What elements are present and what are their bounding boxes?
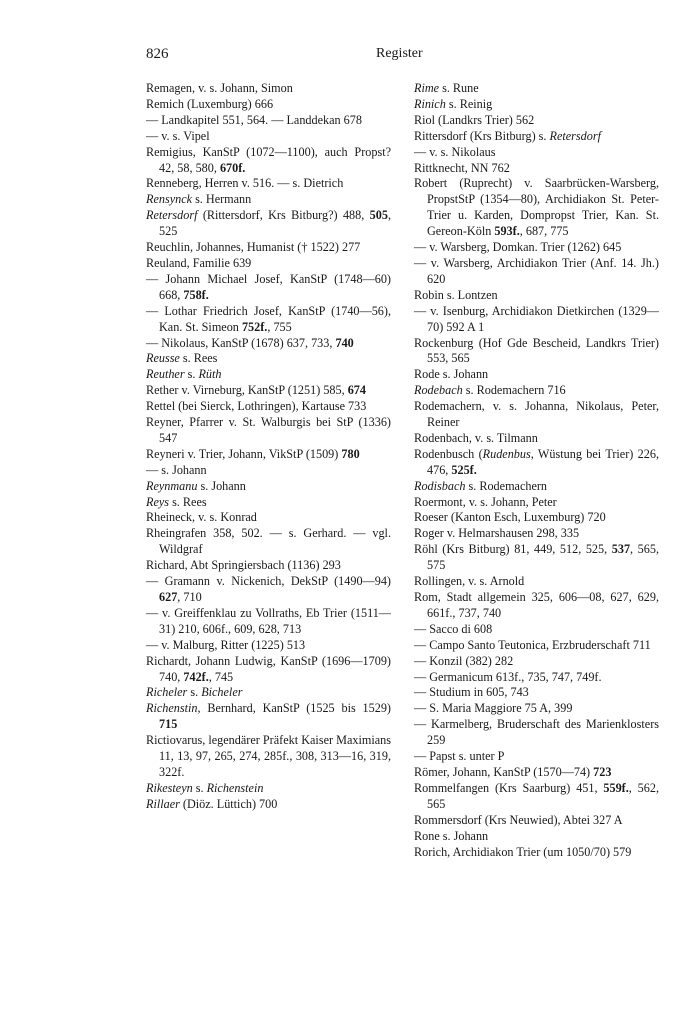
index-entry-text: — Germanicum 613f., 735, 747, 749f. [414, 669, 602, 684]
index-entry-text: Bicheler [201, 685, 243, 700]
index-entry [146, 399, 391, 415]
index-entry-text: Roermont, v. s. Johann, Peter [414, 494, 557, 509]
index-entry-text: s. [187, 685, 202, 700]
index-entry [146, 574, 391, 606]
index-entry-text: — Papst s. unter P [414, 749, 505, 764]
index-entry [146, 638, 391, 654]
index-entry-text: Rone s. Johann [414, 828, 489, 843]
index-entry-text: Remigius, KanStP (1072—1100), auch Propst? 42, 58, 580, [146, 144, 391, 175]
index-entry-text: Reynmanu [146, 478, 198, 493]
running-head: Register [376, 46, 423, 61]
index-entry-text: 537 [611, 542, 631, 557]
index-entry [414, 161, 659, 177]
index-entry-text: Richardt, Johann Ludwig, KanStP (1696—1709) 740, [146, 653, 391, 684]
index-entry [414, 590, 659, 622]
index-entry [414, 145, 659, 161]
index-entry [414, 749, 659, 765]
index-entry [146, 685, 391, 701]
index-entry-text: — v. Isenburg, Archidiakon Dietkirchen (1329—70) 592 A 1 [414, 303, 659, 334]
index-entry [146, 797, 391, 813]
index-entry-text: 740 [335, 335, 354, 350]
index-entry-text: — Lothar Friedrich Josef, KanStP (1740—56), Kan. St. Simeon [146, 303, 391, 334]
index-entry-text: — Sacco di 608 [414, 621, 493, 636]
index-entry-text: Reyneri v. Trier, Johann, VikStP (1509) [146, 446, 342, 461]
index-entry-text: Roeser (Kanton Esch, Luxemburg) 720 [414, 510, 606, 525]
index-entry-text: Rheingrafen 358, 502. — s. Gerhard. — vgl. Wildgraf [146, 526, 391, 557]
index-entry-text: s. [192, 780, 207, 795]
index-entry-text: Renneberg, Herren v. 516. — s. Dietrich [146, 176, 344, 191]
index-entry [414, 240, 659, 256]
index-entry-text: Rodenbusch ( [414, 446, 483, 461]
index-entry-text: s. Rees [179, 351, 218, 366]
index-entry-text: s. [184, 367, 199, 382]
index-entry-text: Rettel (bei Sierck, Lothringen), Kartause 733 [146, 399, 367, 414]
index-entry-text: Rockenburg (Hof Gde Bescheid, Landkrs Trier) 553, 565 [414, 335, 659, 366]
index-entry-text: 674 [347, 383, 366, 398]
index-entry-text: Robin s. Lontzen [414, 287, 498, 302]
index-entry [146, 415, 391, 447]
index-entry-text: 723 [593, 764, 612, 779]
index-entry-text: Rinich [414, 96, 446, 111]
index-entry-text: — v. Warsberg, Archidiakon Trier (Anf. 14. Jh.) 620 [414, 255, 659, 286]
index-entry-text: Reusse [146, 351, 180, 366]
index-entry-text: Rittknecht, NN 762 [414, 160, 510, 175]
index-column-right [414, 81, 659, 860]
index-entry [146, 208, 391, 240]
index-entry-text: — Johann Michael Josef, KanStP (1748—60) 668, [146, 271, 391, 302]
index-entry-text: , 562, 565 [427, 780, 659, 811]
index-entry-text: 715 [159, 717, 178, 732]
index-entry-text: 742f. [183, 669, 209, 684]
index-entry [414, 542, 659, 574]
index-entry [414, 574, 659, 590]
index-entry-text: s. Rodemachern 716 [462, 383, 566, 398]
index-entry-text: , 565, 575 [427, 542, 659, 573]
index-entry-text: — Nikolaus, KanStP (1678) 637, 733, [146, 335, 336, 350]
index-entry [414, 176, 659, 240]
index-entry [414, 288, 659, 304]
index-entry-text: Reuland, Familie 639 [146, 255, 252, 270]
index-entry [414, 829, 659, 845]
index-entry-text: Rictiovarus, legendärer Präfekt Kaiser Maximians 11, 13, 97, 265, 274, 285f., 308, 313—16, 319, 322f. [146, 733, 391, 779]
index-entry-text: Römer, Johann, KanStP (1570—74) [414, 764, 594, 779]
index-entry-text: 627 [159, 590, 178, 604]
index-entry-text: s. Rodemachern [465, 478, 548, 493]
index-entry-text: Rillaer [146, 796, 180, 811]
index-entry-text: Richenstin [146, 701, 198, 716]
index-entry-text: Rikesteyn [146, 780, 193, 795]
index-entry-text: , Bernhard, KanStP (1525 bis 1529) [197, 701, 391, 716]
index-entry-text: Rode s. Johann [414, 367, 489, 382]
index-entry [146, 304, 391, 336]
index-entry-text: Rether v. Virneburg, KanStP (1251) 585, [146, 383, 348, 398]
index-entry-text: , 710 [177, 590, 202, 604]
index-entry-text: — v. s. Vipel [146, 128, 210, 143]
index-entry-text: — Gramann v. Nickenich, DekStP (1490—94) [146, 574, 391, 589]
index-entry [414, 304, 659, 336]
index-entry [146, 447, 391, 463]
index-entry-text: Rüth [198, 367, 222, 382]
index-entry [414, 638, 659, 654]
index-entry-text: Rommelfangen (Krs Saarburg) 451, [414, 780, 604, 795]
index-entry [146, 479, 391, 495]
index-entry-text: , 745 [208, 669, 234, 684]
index-entry-text: — v. Greiffenklau zu Vollraths, Eb Trier (1511—31) 210, 606f., 609, 628, 713 [146, 605, 391, 636]
index-entry [414, 129, 659, 145]
index-entry [414, 81, 659, 97]
index-entry-text: Retersdorf [146, 208, 198, 223]
index-entry-text: Rodenbach, v. s. Tilmann [414, 430, 538, 445]
index-entry-text: s. Reinig [445, 96, 493, 111]
index-entry [414, 431, 659, 447]
index-entry-text: , 687, 775 [519, 224, 569, 239]
index-entry [146, 781, 391, 797]
index-entry-text: Reuchlin, Johannes, Humanist († 1522) 277 [146, 240, 361, 255]
index-entry [146, 240, 391, 256]
index-entry-text: s. Hermann [192, 192, 252, 207]
index-entry-text: Robert (Ruprecht) v. Saarbrücken-Warsberg, PropstStP (1354—80), Archidiakon St. Peter-Trier u. Karden, Dompropst Trier, Kan. St. Gereon-Köln [414, 176, 659, 239]
index-entry-text: , 755 [267, 319, 292, 334]
index-entry [146, 336, 391, 352]
index-entry [146, 97, 391, 113]
index-entry [146, 510, 391, 526]
index-entry-text: — Konzil (382) 282 [414, 653, 514, 668]
index-entry-text: Rom, Stadt allgemein 325, 606—08, 627, 629, 661f., 737, 740 [414, 590, 659, 620]
index-entry-text: , Wüstung bei Trier) 226, 476, [427, 446, 659, 477]
index-entry [146, 176, 391, 192]
index-entry [414, 113, 659, 129]
index-entry-text: Richenstein [206, 780, 264, 795]
index-entry-text: Richeler [146, 685, 188, 700]
index-entry [414, 97, 659, 113]
index-entry-text: Rittersdorf (Krs Bitburg) s. [414, 128, 550, 143]
index-entry [414, 336, 659, 368]
index-entry-text: 525f. [451, 462, 477, 477]
index-entry [146, 701, 391, 733]
index-entry-text: — v. Warsberg, Domkan. Trier (1262) 645 [414, 240, 622, 255]
index-entry-text: 670f. [219, 160, 246, 175]
index-entry-text: Rorich, Archidiakon Trier (um 1050/70) 579 [414, 844, 632, 859]
index-entry [146, 733, 391, 781]
index-entry-text: — s. Johann [146, 462, 207, 477]
index-entry [146, 81, 391, 97]
index-entry-text: s. Johann [197, 478, 246, 493]
index-entry [146, 256, 391, 272]
index-entry-text: Rheineck, v. s. Konrad [146, 510, 257, 525]
index-entry [414, 495, 659, 511]
index-entry [414, 765, 659, 781]
index-entry [414, 845, 659, 861]
index-entry [146, 463, 391, 479]
index-entry-text: 752f. [241, 319, 268, 334]
index-entry-text: Richard, Abt Springiersbach (1136) 293 [146, 558, 341, 573]
index-entry [146, 367, 391, 383]
index-entry-text: Rodisbach [414, 478, 466, 493]
index-entry-text: Rime [414, 81, 440, 95]
index-entry-text: — v. s. Nikolaus [414, 144, 496, 159]
index-entry-text: — Karmelberg, Bruderschaft des Marienklosters 259 [414, 717, 659, 748]
index-entry-text: , 525 [159, 208, 391, 239]
index-entry-text: (Diöz. Lüttich) 700 [179, 796, 278, 811]
index-entry-text: 758f. [183, 287, 209, 302]
index-entry [414, 717, 659, 749]
index-entry [146, 606, 391, 638]
index-entry-text: 505 [369, 208, 388, 223]
index-entry-text: Reuther [146, 367, 185, 382]
index-entry-text: (Rittersdorf, Krs Bitburg?) 488, [197, 208, 370, 223]
index-entry-text: — Landkapitel 551, 564. — Landdekan 678 [146, 112, 362, 127]
index-entry [414, 256, 659, 288]
index-entry-text: Rensynck [146, 192, 193, 207]
index-entry-text: — Campo Santo Teutonica, Erzbruderschaft 711 [414, 637, 651, 652]
index-entry-text: 593f. [494, 224, 520, 239]
index-entry [414, 701, 659, 717]
index-column-left [146, 81, 391, 813]
index-entry [414, 447, 659, 479]
index-entry [414, 622, 659, 638]
index-entry [146, 654, 391, 686]
index-entry-text: Riol (Landkrs Trier) 562 [414, 112, 535, 127]
index-entry [146, 495, 391, 511]
index-entry [414, 813, 659, 829]
index-entry [414, 383, 659, 399]
index-entry-text: s. Rune [439, 81, 479, 95]
index-entry [414, 654, 659, 670]
index-entry [146, 192, 391, 208]
index-entry-text: Remich (Luxemburg) 666 [146, 96, 274, 111]
index-entry [414, 526, 659, 542]
index-entry [414, 510, 659, 526]
index-entry-text: Retersdorf [549, 128, 601, 143]
index-entry-text: Rudenbus [482, 446, 531, 461]
index-entry-text: 780 [341, 446, 360, 461]
index-entry-text: Roger v. Helmarshausen 298, 335 [414, 526, 580, 541]
index-entry-text: Reys [146, 494, 170, 509]
index-entry [414, 479, 659, 495]
index-entry-text: — Studium in 605, 743 [414, 685, 529, 700]
index-entry-text: — S. Maria Maggiore 75 A, 399 [414, 701, 573, 716]
index-entry-text: Remagen, v. s. Johann, Simon [146, 81, 293, 95]
index-entry [414, 399, 659, 431]
index-entry-text: Rommersdorf (Krs Neuwied), Abtei 327 A [414, 812, 623, 827]
index-entry [146, 558, 391, 574]
index-entry-text: Rodebach [414, 383, 463, 398]
index-entry [414, 685, 659, 701]
index-entry [146, 129, 391, 145]
index-entry-text: Rodemachern, v. s. Johanna, Nikolaus, Peter, Reiner [414, 399, 659, 430]
index-entry [146, 113, 391, 129]
index-entry [146, 351, 391, 367]
index-entry-text: — v. Malburg, Ritter (1225) 513 [146, 637, 306, 652]
index-entry-text: Röhl (Krs Bitburg) 81, 449, 512, 525, [414, 542, 612, 557]
index-entry [414, 367, 659, 383]
index-entry [146, 272, 391, 304]
index-entry [146, 145, 391, 177]
index-entry-text: s. Rees [169, 494, 207, 509]
index-entry-text: 559f. [603, 780, 629, 795]
index-entry-text: Rollingen, v. s. Arnold [414, 574, 525, 589]
index-entry [414, 670, 659, 686]
index-entry [414, 781, 659, 813]
index-entry [146, 526, 391, 558]
page-number: 826 [146, 46, 169, 62]
index-entry [146, 383, 391, 399]
index-entry-text: Reyner, Pfarrer v. St. Walburgis bei StP (1336) 547 [146, 415, 391, 445]
